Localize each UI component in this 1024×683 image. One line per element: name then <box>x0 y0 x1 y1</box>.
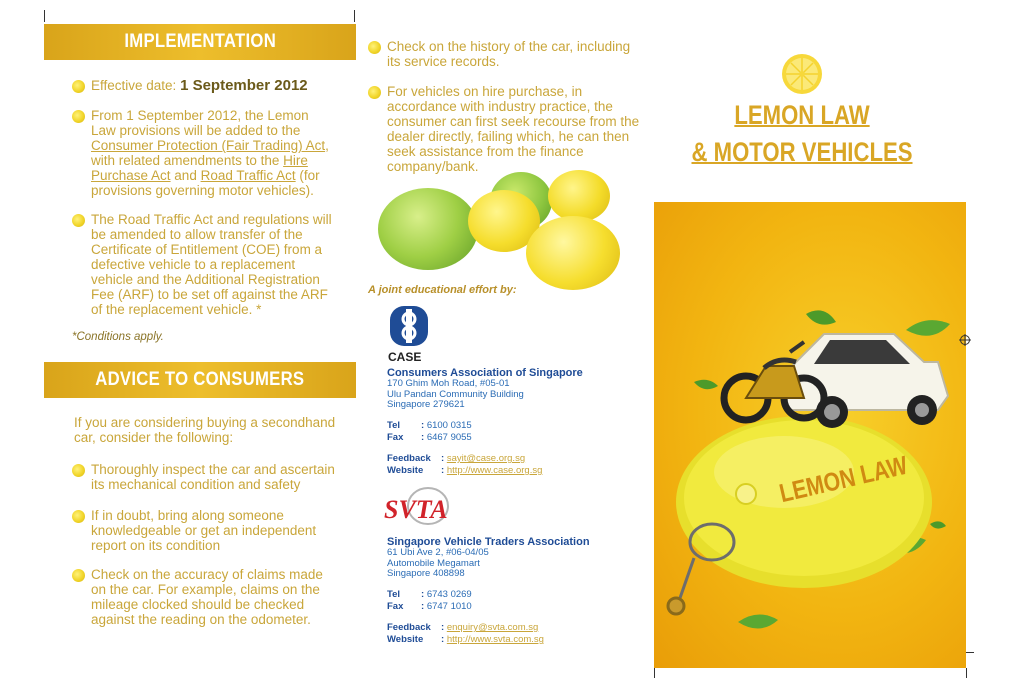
case-name: Consumers Association of Singapore <box>387 367 583 379</box>
address-line: Automobile Megamart <box>387 557 480 569</box>
case-tel: 6100 0315 <box>426 420 472 431</box>
effective-label: Effective date: <box>91 78 181 93</box>
advice-item: For vehicles on hire purchase, in accordance with industry practice, the consumer can first seek recourse from the dealer directly, failing which, he can then seek assistance from the finance company/bank. <box>387 84 640 174</box>
advice-header <box>44 362 356 398</box>
list-item <box>72 508 344 553</box>
lemon-bullet-icon <box>72 464 85 477</box>
list-item <box>72 78 342 93</box>
effective-date: 1 September 2012 <box>180 77 308 94</box>
crop-mark <box>966 668 967 678</box>
address-line: 170 Ghim Moh Road, #05-01 <box>387 378 510 389</box>
lemon-slice-icon <box>781 53 823 95</box>
case-logo-text: CASE <box>388 350 422 364</box>
implementation-heading: IMPLEMENTATION <box>124 31 276 52</box>
crop-mark <box>966 652 974 653</box>
lemon-bullet-icon <box>72 80 85 93</box>
svta-logo <box>380 484 460 530</box>
implementation-text: (for provisions governing motor vehicles). <box>91 168 320 198</box>
lemon-bullet-icon <box>72 569 85 582</box>
list-item <box>72 462 344 492</box>
list-item <box>72 212 344 317</box>
address-line: Singapore 279621 <box>387 399 465 410</box>
svta-name: Singapore Vehicle Traders Association <box>387 536 590 548</box>
implementation-text: , with related amendments to the <box>91 138 329 168</box>
advice-item: Check on the accuracy of claims made on the car. For example, claims on the mileage clocked should be checked against the reading on the odometer. <box>91 567 323 627</box>
case-logo-icon <box>386 306 432 346</box>
svta-address <box>387 548 489 580</box>
tel-label: Tel <box>387 589 401 600</box>
fax-label: Fax <box>387 432 404 443</box>
address-line: Ulu Pandan Community Building <box>387 388 524 400</box>
svta-website-link[interactable]: http://www.svta.com.sg <box>446 634 544 645</box>
cover-title-line1: LEMON LAW <box>734 100 870 130</box>
cover-title-line2: & MOTOR VEHICLES <box>691 137 913 167</box>
cover-illustration <box>654 202 966 668</box>
svta-logo-text: SVTA <box>384 495 448 524</box>
advice-heading: ADVICE TO CONSUMERS <box>95 369 305 390</box>
feedback-label: Feedback <box>387 622 431 633</box>
road-traffic-act-link: Road Traffic Act <box>200 168 296 183</box>
fax-label: Fax <box>387 601 404 612</box>
list-item <box>72 567 344 627</box>
svta-fax: 6747 1010 <box>426 601 472 612</box>
lemon-bullet-icon <box>368 86 381 99</box>
consumer-protection-act-link: Consumer Protection (Fair Trading) Act <box>91 138 326 153</box>
svta-logo-icon <box>380 484 460 530</box>
lemon-bullet-icon <box>72 110 85 123</box>
lemon-bullet-icon <box>368 41 381 54</box>
svta-tel: 6743 0269 <box>426 589 472 600</box>
list-item <box>368 39 643 69</box>
crop-mark <box>654 668 655 678</box>
svta-contact: Tel : 6743 0269 Fax : 6747 1010 Feedback : enquiry@svta.com.sg Website : http://www.svta.com.sg <box>387 589 544 645</box>
address-line: Singapore 408898 <box>387 568 465 579</box>
registration-mark-icon <box>959 334 971 346</box>
lemons-image <box>378 166 638 296</box>
advice-item: Check on the history of the car, including its service records. <box>387 39 631 69</box>
list-item <box>368 84 648 174</box>
case-feedback-email[interactable]: sayit@case.org.sg <box>446 453 526 464</box>
website-label: Website <box>387 634 424 645</box>
advice-intro: If you are considering buying a secondhand car, consider the following: <box>74 415 336 445</box>
case-logo <box>386 306 434 364</box>
feedback-label: Feedback <box>387 453 431 464</box>
conditions-note: *Conditions apply. <box>72 331 164 343</box>
implementation-text: From 1 September 2012, the Lemon Law provisions will be added to the <box>91 108 309 138</box>
crop-mark <box>44 10 45 22</box>
advice-item: If in doubt, bring along someone knowledgeable or get an independent report on its condition <box>91 508 317 553</box>
list-item <box>72 108 344 198</box>
implementation-header <box>44 24 356 60</box>
joint-effort-label: A joint educational effort by: <box>368 284 517 296</box>
crop-mark <box>354 10 355 22</box>
address-line: 61 Ubi Ave 2, #06-04/05 <box>387 547 489 558</box>
coe-text: The Road Traffic Act and regulations will be amended to allow transfer of the Certificate of Entitlement (COE) from a defective vehicle to a replacement vehicle and the Additional Registration Fee (ARF) to be set off against the ARF of the replacement vehicle. * <box>91 212 332 317</box>
lemon-law-label: LEMON LAW <box>776 449 911 509</box>
advice-item: Thoroughly inspect the car and ascertain its mechanical condition and safety <box>91 462 335 492</box>
cover-panel <box>654 202 966 668</box>
case-address <box>387 379 524 411</box>
implementation-text: and <box>170 168 201 183</box>
tel-label: Tel <box>387 420 401 431</box>
case-website-link[interactable]: http://www.case.org.sg <box>446 465 543 476</box>
lemon-bullet-icon <box>72 214 85 227</box>
hire-purchase-act-link: Hire Purchase Act <box>91 153 308 183</box>
website-label: Website <box>387 465 424 476</box>
case-contact: Tel : 6100 0315 Fax : 6467 9055 Feedback : sayit@case.org.sg Website : http://www.case.org.sg <box>387 420 543 476</box>
case-fax: 6467 9055 <box>426 432 472 443</box>
lemon-bullet-icon <box>72 510 85 523</box>
svta-feedback-email[interactable]: enquiry@svta.com.sg <box>446 622 539 633</box>
